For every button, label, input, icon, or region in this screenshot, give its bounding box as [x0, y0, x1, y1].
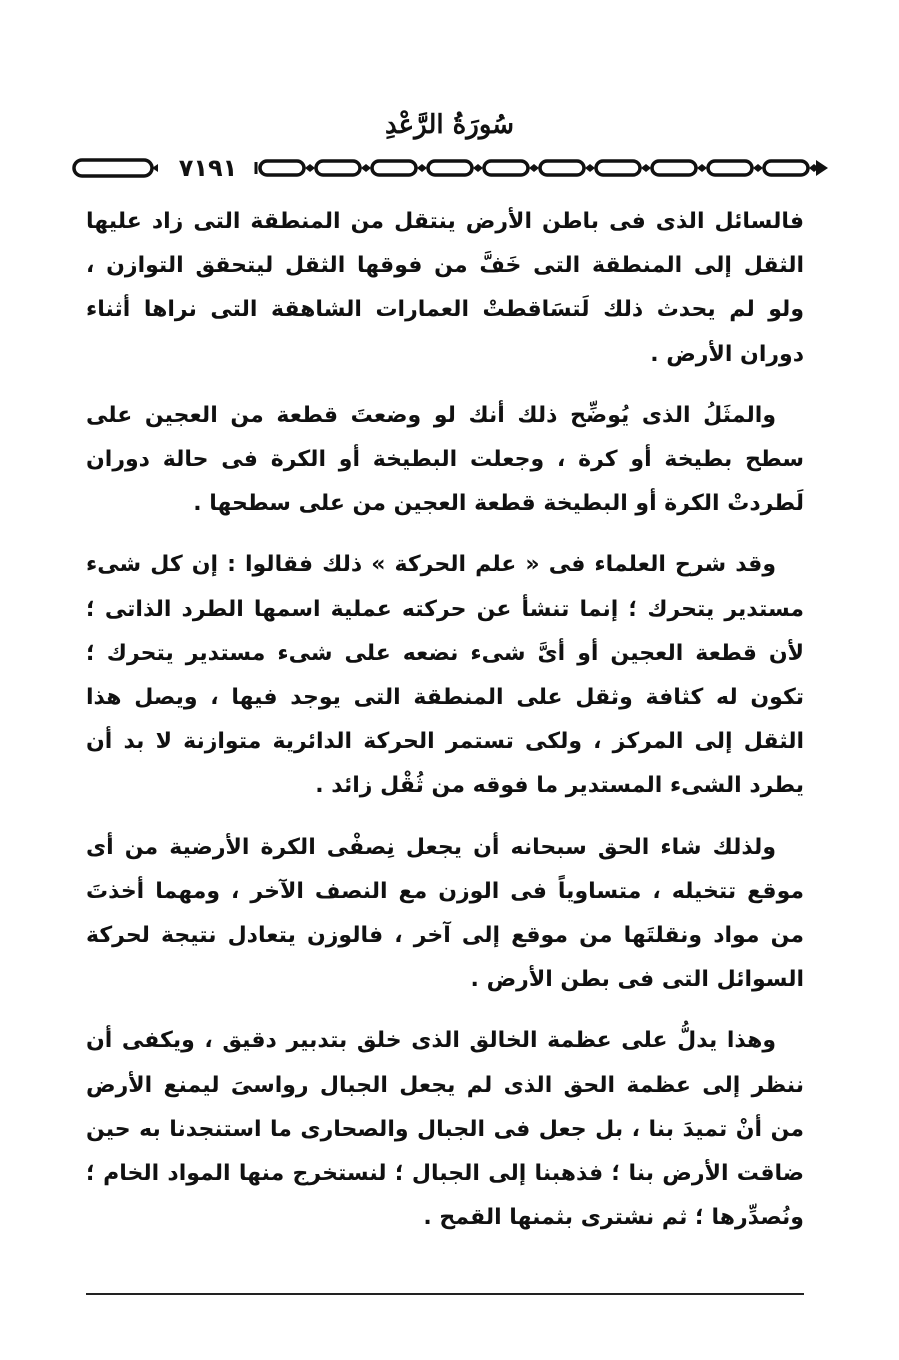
page-body-text — [86, 200, 804, 1257]
paragraph-5: وهذا يدلُّ على عظمة الخالق الذى خلق بتدبير دقيق ، ويكفى أن ننظر إلى عظمة الحق الذى لم يجعل الجبال رواسىَ ليمنع الأرض من أنْ تميدَ بنا ، بل جعل فى الجبال والصحارى ما استنجدنا به حين ضاقت الأرض بنا ؛ فذهبنا إلى الجبال ؛ لنستخرج منها المواد الخام ؛ ونُصدِّرها ؛ ثم نشترى بثمنها القمح . — [86, 1028, 804, 1231]
paragraph-2: والمثَلُ الذى يُوضِّح ذلك أنك لو وضعتَ قطعة من العجين على سطح بطيخة أو كرة ، وجعلت البطيخة أو الكرة فى حالة دوران لَطردتْ الكرة أو البطيخة قطعة العجين من على سطحها . — [86, 402, 804, 517]
paragraph-3: وقد شرح العلماء فى « علم الحركة » ذلك فقالوا : إن كل شىء مستدير يتحرك ؛ إنما تنشأ عن حركته عملية اسمها الطرد الذاتى ؛ لأن قطعة العجين أو أىَّ شىء نضعه على شىء مستدير يتحرك ؛ تكون له كثافة وثقل على المنطقة التى يوجد فيها ، ويصل هذا الثقل إلى المركز ، ولكى تستمر الحركة الدائرية متوازنة لا بد أن يطرد الشىء المستدير ما فوقه من ثُقْل زائد . — [86, 552, 804, 799]
page-number: ٧١٩١ — [178, 154, 238, 182]
footer-divider — [86, 1293, 804, 1295]
header-ornament-band — [72, 151, 830, 185]
paragraph-4: ولذلك شاء الحق سبحانه أن يجعل نِصفْى الكرة الأرضية من أى موقع تتخيله ، متساوياً فى الوزن مع النصف الآخر ، ومهما أخذتَ من مواد ونقلتَها من موقع إلى آخر ، فالوزن يتعادل نتيجة لحركة السوائل التى فى بطن الأرض . — [86, 834, 804, 993]
surah-title: سُورَةُ الرَّعْدِ — [384, 110, 515, 140]
paragraph-1: فالسائل الذى فى باطن الأرض ينتقل من المنطقة التى زاد عليها الثقل إلى المنطقة التى خَفَّ من فوقها الثقل ليتحقق التوازن ، ولو لم يحدث ذلك لَتسَاقطتْ العمارات الشاهقة التى نراها أثناء دوران الأرض . — [86, 209, 804, 367]
